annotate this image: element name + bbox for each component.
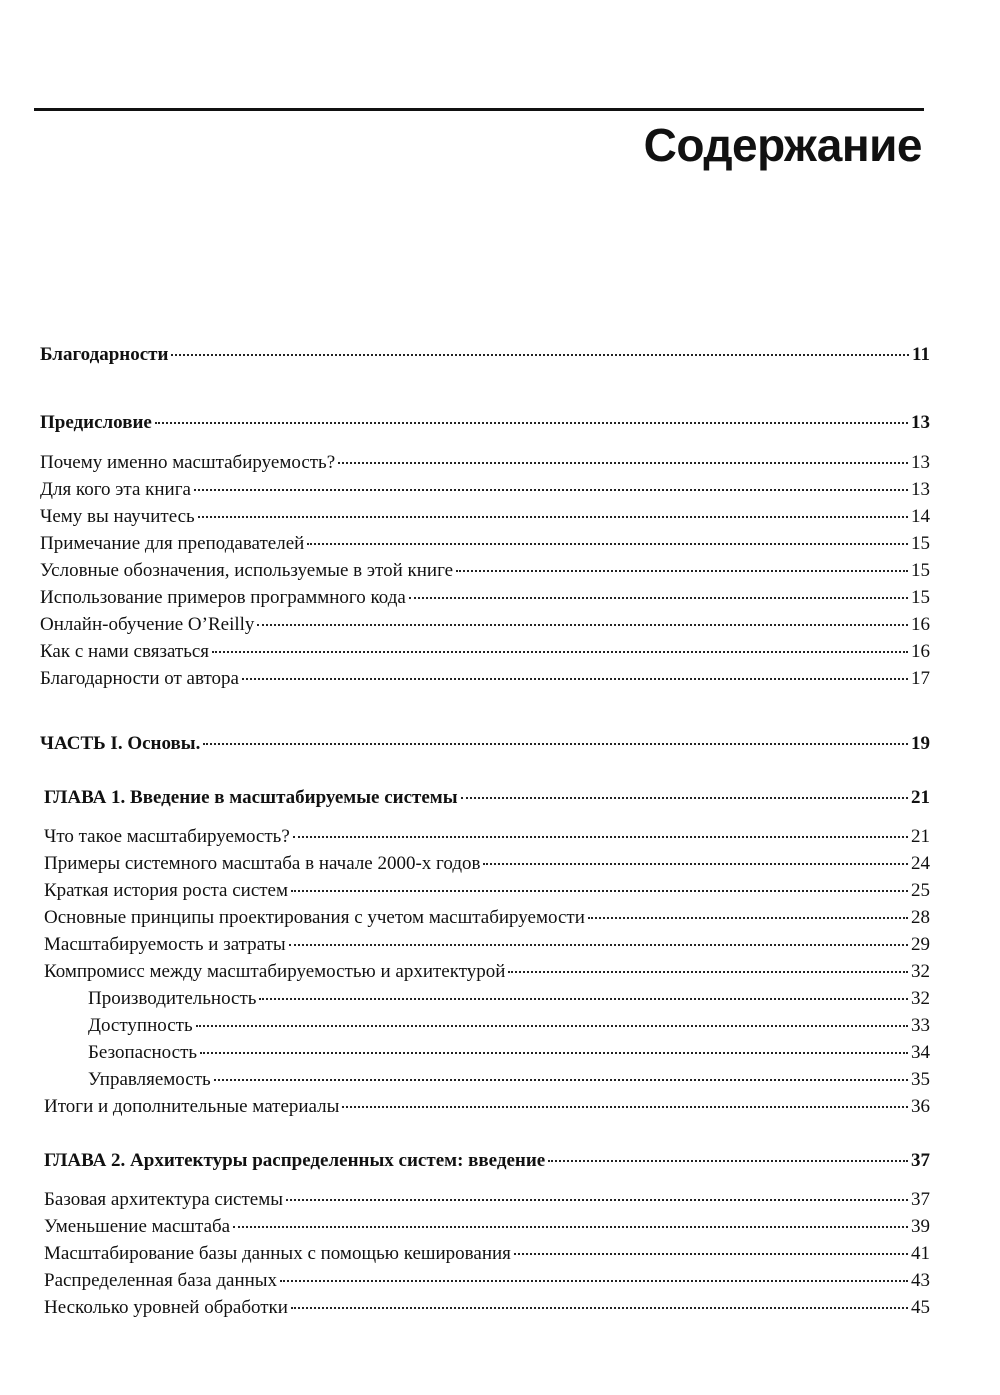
dot-leader: [280, 1280, 908, 1282]
toc-entry-page: 13: [911, 412, 930, 433]
toc-entry-title: Благодарности от автора: [40, 668, 239, 689]
toc-entry[interactable]: [44, 959, 930, 985]
toc-entry-page: 16: [911, 614, 930, 635]
dot-leader: [257, 624, 908, 626]
toc-entry-page: 25: [911, 880, 930, 901]
toc-entry-acknowledgements[interactable]: [40, 342, 930, 368]
toc-entry-title: Итоги и дополнительные материалы: [44, 1096, 340, 1117]
toc-entry-title: Примечание для преподавателей: [40, 533, 305, 554]
toc-entry-title: ГЛАВА 2. Архитектуры распределенных систем: введение: [44, 1150, 546, 1171]
toc-entry[interactable]: [88, 1067, 930, 1093]
toc-entry[interactable]: [44, 932, 930, 958]
dot-leader: [483, 863, 908, 865]
toc-entry-page: 16: [911, 641, 930, 662]
dot-leader: [338, 462, 908, 464]
toc-entry[interactable]: [44, 905, 930, 931]
dot-leader: [242, 678, 908, 680]
toc-entry[interactable]: [88, 1040, 930, 1066]
dot-leader: [286, 1199, 908, 1201]
toc-entry-title: Уменьшение масштаба: [44, 1216, 231, 1237]
toc-entry-title: Онлайн-обучение O’Reilly: [40, 614, 255, 635]
toc-entry[interactable]: [40, 477, 930, 503]
toc-entry-title: Компромисс между масштабируемостью и архитектурой: [44, 961, 506, 982]
toc-entry-title: Чему вы научитесь: [40, 506, 195, 527]
toc-entry-page: 33: [911, 1015, 930, 1036]
dot-leader: [233, 1226, 908, 1228]
toc-entry[interactable]: [44, 1268, 930, 1294]
toc-entry-title: Примеры системного масштаба в начале 2000-х годов: [44, 853, 481, 874]
toc-entry-page: 11: [912, 344, 930, 365]
toc-entry-title: ЧАСТЬ I. Основы.: [40, 733, 201, 754]
toc-entry-page: 41: [911, 1243, 930, 1264]
toc-entry-title: Распределенная база данных: [44, 1270, 278, 1291]
toc-entry-page: 34: [911, 1042, 930, 1063]
toc-entry-title: Масштабируемость и затраты: [44, 934, 286, 955]
toc-entry-page: 43: [911, 1270, 930, 1291]
toc-entry-page: 21: [911, 787, 930, 808]
toc-entry-page: 37: [911, 1189, 930, 1210]
toc-entry-title: Несколько уровней обработки: [44, 1297, 288, 1318]
toc-entry[interactable]: [44, 1241, 930, 1267]
dot-leader: [508, 971, 908, 973]
dot-leader: [514, 1253, 908, 1255]
toc-entry-title: Основные принципы проектирования с учетом масштабируемости: [44, 907, 585, 928]
toc-entry-title: Управляемость: [88, 1069, 211, 1090]
toc-entry[interactable]: [40, 558, 930, 584]
toc-entry-title: Безопасность: [88, 1042, 198, 1063]
toc-entry[interactable]: [44, 1214, 930, 1240]
dot-leader: [307, 543, 908, 545]
toc-entry-page: 32: [911, 988, 930, 1009]
toc-entry-page: 32: [911, 961, 930, 982]
dot-leader: [203, 743, 908, 745]
dot-leader: [171, 354, 909, 356]
dot-leader: [409, 597, 908, 599]
toc-entry-page: 36: [911, 1096, 930, 1117]
dot-leader: [155, 422, 908, 424]
toc-entry-chapter-2[interactable]: [44, 1148, 930, 1174]
toc-entry-page: 28: [911, 907, 930, 928]
toc-entry[interactable]: [40, 612, 930, 638]
toc-entry-page: 21: [911, 826, 930, 847]
dot-leader: [194, 489, 908, 491]
toc-entry-page: 15: [911, 533, 930, 554]
toc-entry[interactable]: [40, 531, 930, 557]
toc-entry-page: 29: [911, 934, 930, 955]
toc-entry-page: 39: [911, 1216, 930, 1237]
toc-entry-title: ГЛАВА 1. Введение в масштабируемые системы: [44, 787, 458, 808]
dot-leader: [291, 1307, 908, 1309]
toc-entry-title: Краткая история роста систем: [44, 880, 289, 901]
toc-entry-page: 19: [911, 733, 930, 754]
toc-entry-page: 13: [911, 479, 930, 500]
toc-entry[interactable]: [40, 585, 930, 611]
dot-leader: [548, 1160, 908, 1162]
toc-entry-title: Доступность: [88, 1015, 193, 1036]
toc-entry-title: Благодарности: [40, 344, 169, 365]
toc-entry[interactable]: [44, 1094, 930, 1120]
toc-entry[interactable]: [40, 504, 930, 530]
dot-leader: [259, 998, 908, 1000]
toc-entry[interactable]: [44, 851, 930, 877]
toc-entry-title: Предисловие: [40, 412, 152, 433]
toc-entry-page: 15: [911, 587, 930, 608]
header-rule: [34, 108, 924, 111]
toc-entry-title: Почему именно масштабируемость?: [40, 452, 336, 473]
dot-leader: [291, 890, 908, 892]
toc-entry-page: 24: [911, 853, 930, 874]
page-title: Содержание: [643, 119, 922, 171]
toc-entry-title: Производительность: [88, 988, 257, 1009]
toc-entry-preface[interactable]: [40, 410, 930, 436]
dot-leader: [198, 516, 908, 518]
toc-entry[interactable]: [44, 1295, 930, 1321]
toc-entry-title: Базовая архитектура системы: [44, 1189, 283, 1210]
toc-entry-title: Масштабирование базы данных с помощью кеширования: [44, 1243, 511, 1264]
toc-entry[interactable]: [88, 986, 930, 1012]
toc-entry-title: Использование примеров программного кода: [40, 587, 406, 608]
toc-entry-title: Что такое масштабируемость?: [44, 826, 290, 847]
toc-entry-chapter-1[interactable]: [44, 785, 930, 811]
dot-leader: [461, 797, 908, 799]
toc-entry-page: 37: [911, 1150, 930, 1171]
dot-leader: [196, 1025, 908, 1027]
toc-entry[interactable]: [44, 878, 930, 904]
dot-leader: [588, 917, 908, 919]
toc-entry[interactable]: [44, 1187, 930, 1213]
toc-entry-page: 17: [911, 668, 930, 689]
dot-leader: [342, 1106, 908, 1108]
dot-leader: [456, 570, 908, 572]
toc-entry[interactable]: [40, 450, 930, 476]
toc-entry[interactable]: [40, 666, 930, 692]
dot-leader: [289, 944, 908, 946]
toc-entry-page: 35: [911, 1069, 930, 1090]
toc-entry-part-1[interactable]: [40, 731, 930, 757]
toc-entry[interactable]: [44, 824, 930, 850]
dot-leader: [200, 1052, 908, 1054]
dot-leader: [212, 651, 908, 653]
toc-entry-page: 45: [911, 1297, 930, 1318]
toc-entry-page: 15: [911, 560, 930, 581]
dot-leader: [214, 1079, 908, 1081]
toc-entry-page: 14: [911, 506, 930, 527]
toc-entry[interactable]: [40, 639, 930, 665]
toc-entry-page: 13: [911, 452, 930, 473]
toc-entry-title: Для кого эта книга: [40, 479, 191, 500]
toc-entry[interactable]: [88, 1013, 930, 1039]
toc-entry-title: Условные обозначения, используемые в этой книге: [40, 560, 454, 581]
toc-entry-title: Как с нами связаться: [40, 641, 210, 662]
dot-leader: [293, 836, 908, 838]
